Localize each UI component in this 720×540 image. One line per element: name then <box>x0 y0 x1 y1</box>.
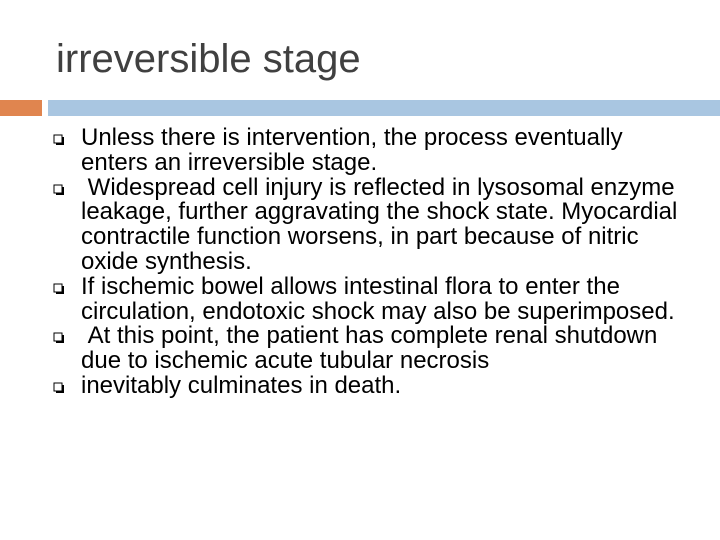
hollow-square-bullet-icon <box>53 332 65 344</box>
hollow-square-bullet-icon <box>53 184 65 196</box>
bullet-item <box>52 126 692 176</box>
bullet-item <box>52 324 692 374</box>
bullet-item <box>52 173 692 275</box>
hollow-square-bullet-icon <box>53 283 65 295</box>
bullet-text: Unless there is intervention, the process eventually enters an irreversible stage. <box>81 124 623 176</box>
bullet-text: Widespread cell injury is reflected in lysosomal enzyme leakage, further aggravating the shock state. Myocardial contractile function worsens, in part because of nitric oxide synthesis. <box>81 173 685 275</box>
bullet-text: inevitably culminates in death. <box>81 371 402 399</box>
slide-title: irreversible stage <box>56 37 361 81</box>
bullet-list <box>52 126 692 399</box>
title-rule-accent-right <box>48 100 720 116</box>
bullet-text: At this point, the patient has complete renal shutdown due to ischemic acute tubular necrosis <box>81 322 665 375</box>
bullet-item <box>52 272 692 325</box>
hollow-square-bullet-icon <box>53 382 65 394</box>
bullet-text: If ischemic bowel allows intestinal flora to enter the circulation, endotoxic shock may also be superimposed. <box>81 272 675 325</box>
bullet-item <box>52 371 692 399</box>
title-rule-accent-left <box>0 100 42 116</box>
hollow-square-bullet-icon <box>53 134 65 146</box>
